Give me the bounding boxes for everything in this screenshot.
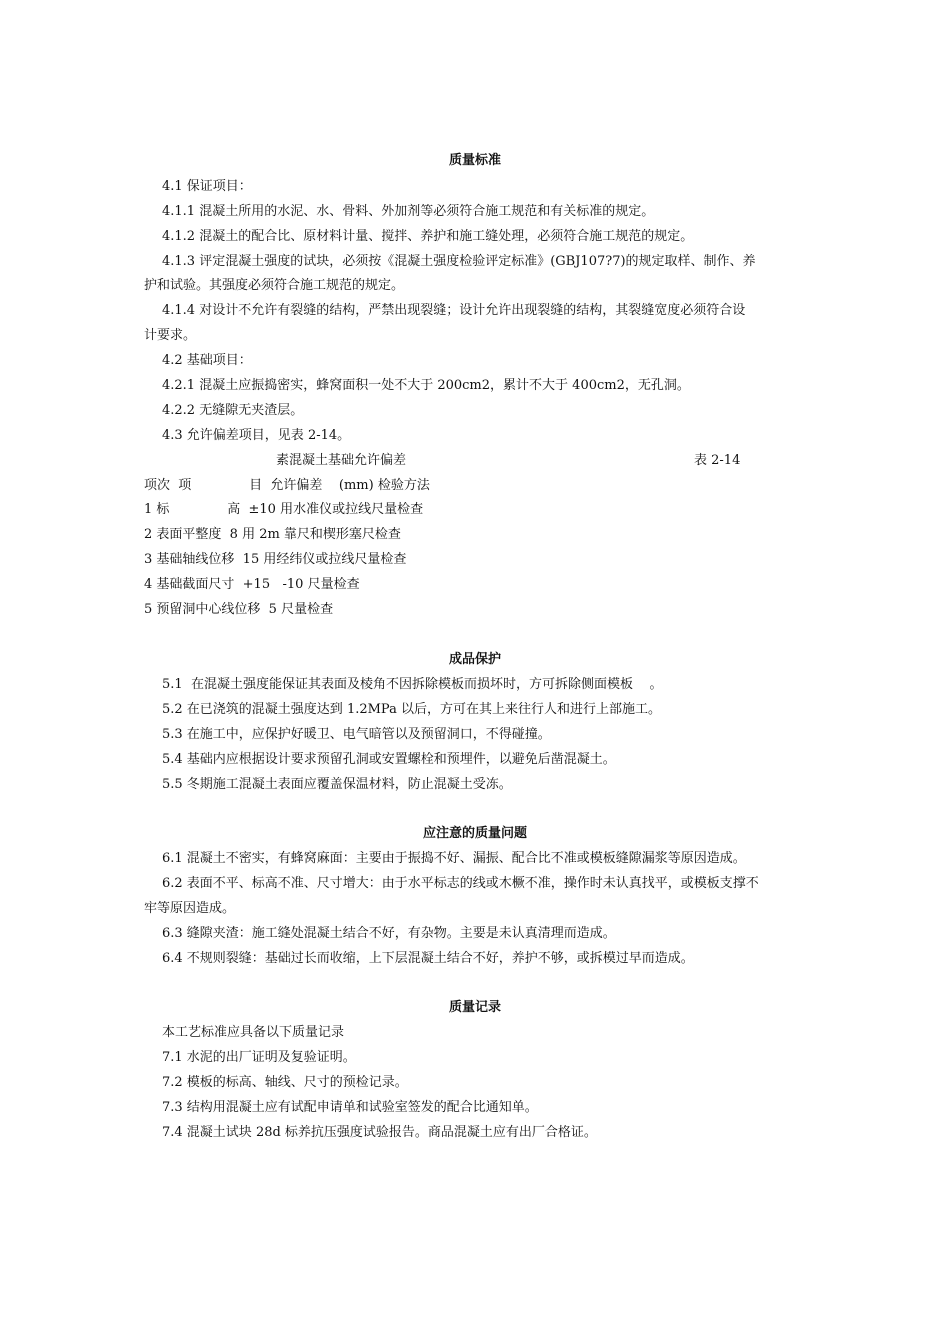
clause-5-4: 5.4 基础内应根据设计要求预留孔洞或安置螺栓和预埋件，以避免后凿混凝土。	[162, 752, 616, 767]
clause-4-1-4-cont: 计要求。	[144, 328, 197, 343]
clause-7-1: 7.1 水泥的出厂证明及复验证明。	[162, 1050, 356, 1065]
clause-4-2: 4.2 基础项目：	[162, 353, 252, 368]
clause-4-1-4: 4.1.4 对设计不允许有裂缝的结构，严禁出现裂缝；设计允许出现裂缝的结构，其裂缝宽度必须符合设	[162, 303, 746, 318]
clause-7-2: 7.2 模板的标高、轴线、尺寸的预检记录。	[162, 1075, 408, 1090]
clause-4-1-3: 4.1.3 评定混凝土强度的试块，必须按《混凝土强度检验评定标准》(GBJ107?7)的规定取样、制作、养	[162, 254, 756, 269]
clause-4-2-2: 4.2.2 无缝隙无夹渣层。	[162, 403, 304, 418]
clause-4-1-3-cont: 护和试验。其强度必须符合施工规范的规定。	[144, 278, 405, 293]
section-title-quality-records: 质量记录	[448, 1000, 501, 1015]
table-row: 2 表面平整度 8 用 2m 靠尺和楔形塞尺检查	[144, 527, 401, 542]
clause-4-1: 4.1 保证项目：	[162, 179, 252, 194]
clause-6-3: 6.3 缝隙夹渣：施工缝处混凝土结合不好，有杂物。主要是未认真清理而造成。	[162, 926, 616, 941]
clause-5-3: 5.3 在施工中，应保护好暖卫、电气暗管以及预留洞口，不得碰撞。	[162, 727, 551, 742]
section-title-product-protection: 成品保护	[448, 652, 501, 667]
clause-4-1-2: 4.1.2 混凝土的配合比、原材料计量、搅拌、养护和施工缝处理，必须符合施工规范的规定。	[162, 229, 694, 244]
clause-7-4: 7.4 混凝土试块 28d 标养抗压强度试验报告。商品混凝土应有出厂合格证。	[162, 1125, 597, 1140]
table-header: 项次 项 目 允许偏差 (mm) 检验方法	[144, 478, 430, 493]
clause-7-3: 7.3 结构用混凝土应有试配申请单和试验室签发的配合比通知单。	[162, 1100, 538, 1115]
table-number: 表 2-14	[694, 453, 741, 468]
clause-5-2: 5.2 在已浇筑的混凝土强度达到 1.2MPa 以后，方可在其上来往行人和进行上部施工。	[162, 702, 661, 717]
clause-6-2: 6.2 表面不平、标高不准、尺寸增大：由于水平标志的线或木橛不准，操作时未认真找平，或模板支撑不	[162, 876, 759, 891]
table-row: 1 标 高 ±10 用水准仪或拉线尺量检查	[144, 502, 424, 517]
records-intro: 本工艺标准应具备以下质量记录	[162, 1025, 345, 1040]
table-row: 5 预留洞中心线位移 5 尺量检查	[144, 602, 334, 617]
clause-6-4: 6.4 不规则裂缝：基础过长而收缩，上下层混凝土结合不好，养护不够，或拆模过早而造成。	[162, 951, 694, 966]
clause-4-3: 4.3 允许偏差项目，见表 2-14。	[162, 428, 351, 443]
clause-5-1: 5.1 在混凝土强度能保证其表面及棱角不因拆除模板而损坏时，方可拆除侧面模板 。	[162, 677, 663, 692]
table-row: 3 基础轴线位移 15 用经纬仪或拉线尺量检查	[144, 552, 407, 567]
clause-4-2-1: 4.2.1 混凝土应振捣密实，蜂窝面积一处不大于 200cm2，累计不大于 400cm2，无孔洞。	[162, 378, 690, 393]
clause-6-1: 6.1 混凝土不密实，有蜂窝麻面：主要由于振捣不好、漏振、配合比不准或模板缝隙漏浆等原因造成。	[162, 851, 746, 866]
section-title-quality-issues: 应注意的质量问题	[422, 826, 527, 841]
clause-6-2-cont: 牢等原因造成。	[144, 901, 236, 916]
table-row: 4 基础截面尺寸 +15 -10 尺量检查	[144, 577, 360, 592]
clause-4-1-1: 4.1.1 混凝土所用的水泥、水、骨料、外加剂等必须符合施工规范和有关标准的规定。	[162, 204, 655, 219]
clause-5-5: 5.5 冬期施工混凝土表面应覆盖保温材料，防止混凝土受冻。	[162, 777, 512, 792]
section-title-quality-standard: 质量标准	[448, 153, 501, 168]
table-caption: 素混凝土基础允许偏差	[276, 453, 407, 468]
